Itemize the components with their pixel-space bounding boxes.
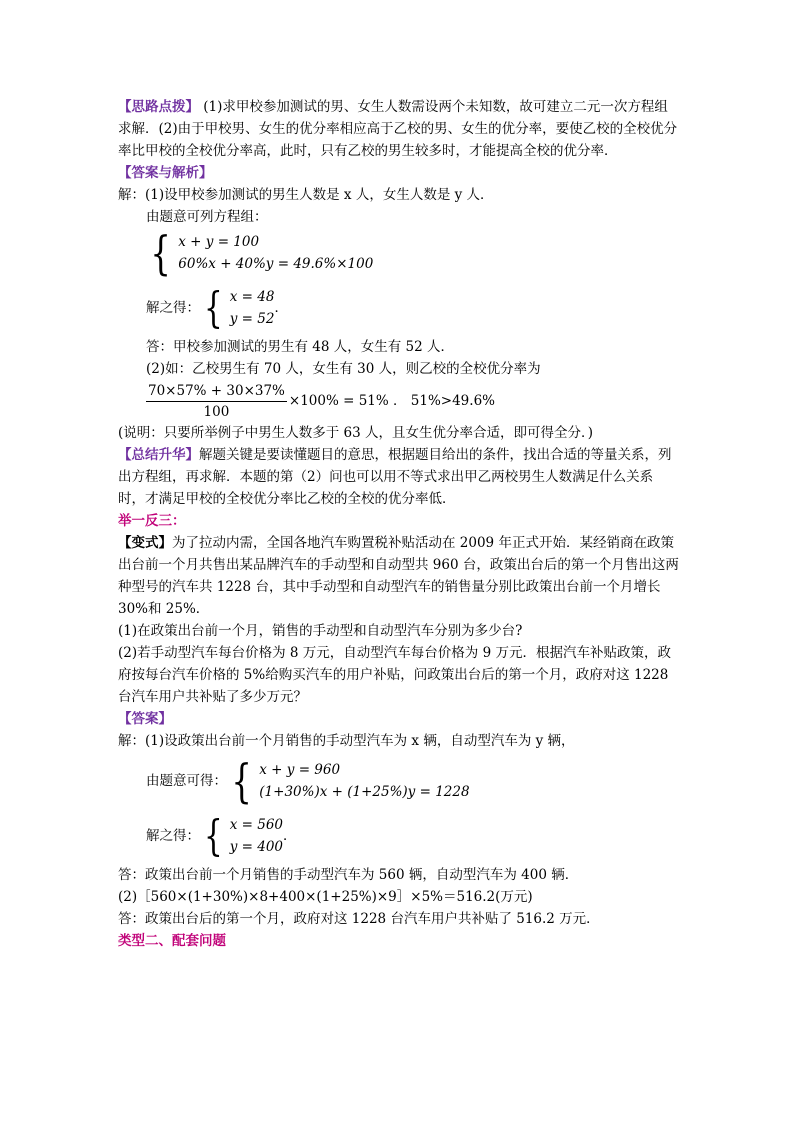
fraction-tail: ×100% = 51% ． 51%>49.6% — [288, 393, 495, 409]
solution-system-2 — [118, 811, 680, 860]
fraction — [146, 381, 287, 422]
juyi-heading: 举一反三： — [118, 513, 186, 529]
answer2-tag: 【答案】 — [118, 711, 172, 727]
solve-label-1: 解之得： — [146, 300, 200, 316]
answer-2b: 答：政策出台后的第一个月，政府对这 1228 台汽车用户共补贴了 516.2 万元． — [118, 911, 600, 927]
calc-line: (2)［560×(1+30%)×8+400×(1+25%)×9］×5%＝516.2(万元) — [118, 889, 533, 905]
solution-1y: y = 52 — [229, 311, 275, 327]
fraction-denominator: 100 — [203, 403, 230, 420]
answer-analysis-tag: 【答案与解析】 — [118, 165, 213, 181]
thinking-text: (1)求甲校参加测试的男、女生人数需设两个未知数，故可建立二元一次方程组求解．(2)由于甲校男、女生的优分率相应高于乙校的男、女生的优分率，要使乙校的全校优分率比甲校的全校优分率高，此时，只有乙校的男生较多时，才能提高全校的优分率． — [118, 99, 678, 159]
condition-label-2: 由题意可得： — [146, 773, 227, 789]
solution-1-period: ． — [274, 300, 288, 316]
fraction-line — [118, 380, 680, 422]
brace-icon: { — [150, 226, 171, 280]
equation-2a: x + y = 960 — [259, 762, 341, 778]
variant-tag: 【变式】 — [118, 535, 172, 551]
solution2-line1: 解：(1)设政策出台前一个月销售的手动型汽车为 x 辆，自动型汽车为 y 辆， — [118, 733, 575, 749]
brace-icon: { — [204, 283, 223, 332]
brace-icon: { — [204, 811, 223, 860]
solution1-line2: 由题意可列方程组： — [146, 209, 268, 225]
answer-1: 答：甲校参加测试的男生有 48 人，女生有 52 人． — [146, 339, 455, 355]
solution-2y: y = 400 — [229, 839, 284, 855]
solution-2-period: ． — [283, 828, 297, 844]
note-line: (说明：只要所举例子中男生人数多于 63 人，且女生优分率合适，即可得全分．) — [118, 425, 594, 441]
equation-system-2 — [118, 754, 680, 808]
fraction-numerator: 70×57% + 30×37% — [146, 381, 287, 402]
variant-text: 为了拉动内需，全国各地汽车购置税补贴活动在 2009 年正式开始．某经销商在政策出台前一个月共售出某品牌汽车的手动型和自动型共 960 台，政策出台后的第一个月售出这两种型号的汽车共 1228 台，其中手动型和自动型汽车的销售量分别比政策出台前一个月增长 30%和 25%． — [118, 535, 679, 617]
solution1-line1: 解：(1)设甲校参加测试的男生人数是 x 人，女生人数是 y 人． — [118, 187, 494, 203]
equation-1a: x + y = 100 — [178, 234, 260, 250]
brace-icon: { — [231, 754, 252, 808]
solution-2x: x = 560 — [229, 817, 284, 833]
summary-tag: 【总结升华】 — [118, 447, 199, 463]
thinking-paragraph — [118, 96, 680, 162]
equation-system-1 — [118, 226, 680, 280]
document-body — [118, 96, 680, 952]
type2-heading: 类型二、配套问题 — [118, 933, 226, 949]
part2-line: (2)如：乙校男生有 70 人，女生有 30 人，则乙校的全校优分率为 — [146, 361, 541, 377]
equation-2b: (1+30%)x + (1+25%)y = 1228 — [259, 784, 470, 800]
summary-text: 解题关键是要读懂题目的意思，根据题目给出的条件，找出合适的等量关系，列出方程组，再求解．本题的第（2）问也可以用不等式求出甲乙两校男生人数满足什么关系时，才满足甲校的全校优分率比乙校的全校的优分率低． — [118, 447, 672, 507]
solve-label-2: 解之得： — [146, 828, 200, 844]
answer-2: 答：政策出台前一个月销售的手动型汽车为 560 辆，自动型汽车为 400 辆． — [118, 867, 579, 883]
variant-q2: (2)若手动型汽车每台价格为 8 万元，自动型汽车每台价格为 9 万元．根据汽车补贴政策，政府按每台汽车价格的 5%给购买汽车的用户补贴，问政策出台后的第一个月，政府对这 1228 台汽车用户共补贴了多少万元？ — [118, 645, 671, 705]
solution-1x: x = 48 — [229, 289, 275, 305]
variant-q1: (1)在政策出台前一个月，销售的手动型和自动型汽车分别为多少台? — [118, 623, 523, 639]
thinking-tag: 【思路点拨】 — [118, 99, 199, 115]
variant-paragraph — [118, 532, 680, 620]
equation-1b: 60%x + 40%y = 49.6%×100 — [178, 256, 374, 272]
solution-system-1 — [118, 283, 680, 332]
summary-paragraph — [118, 444, 680, 510]
